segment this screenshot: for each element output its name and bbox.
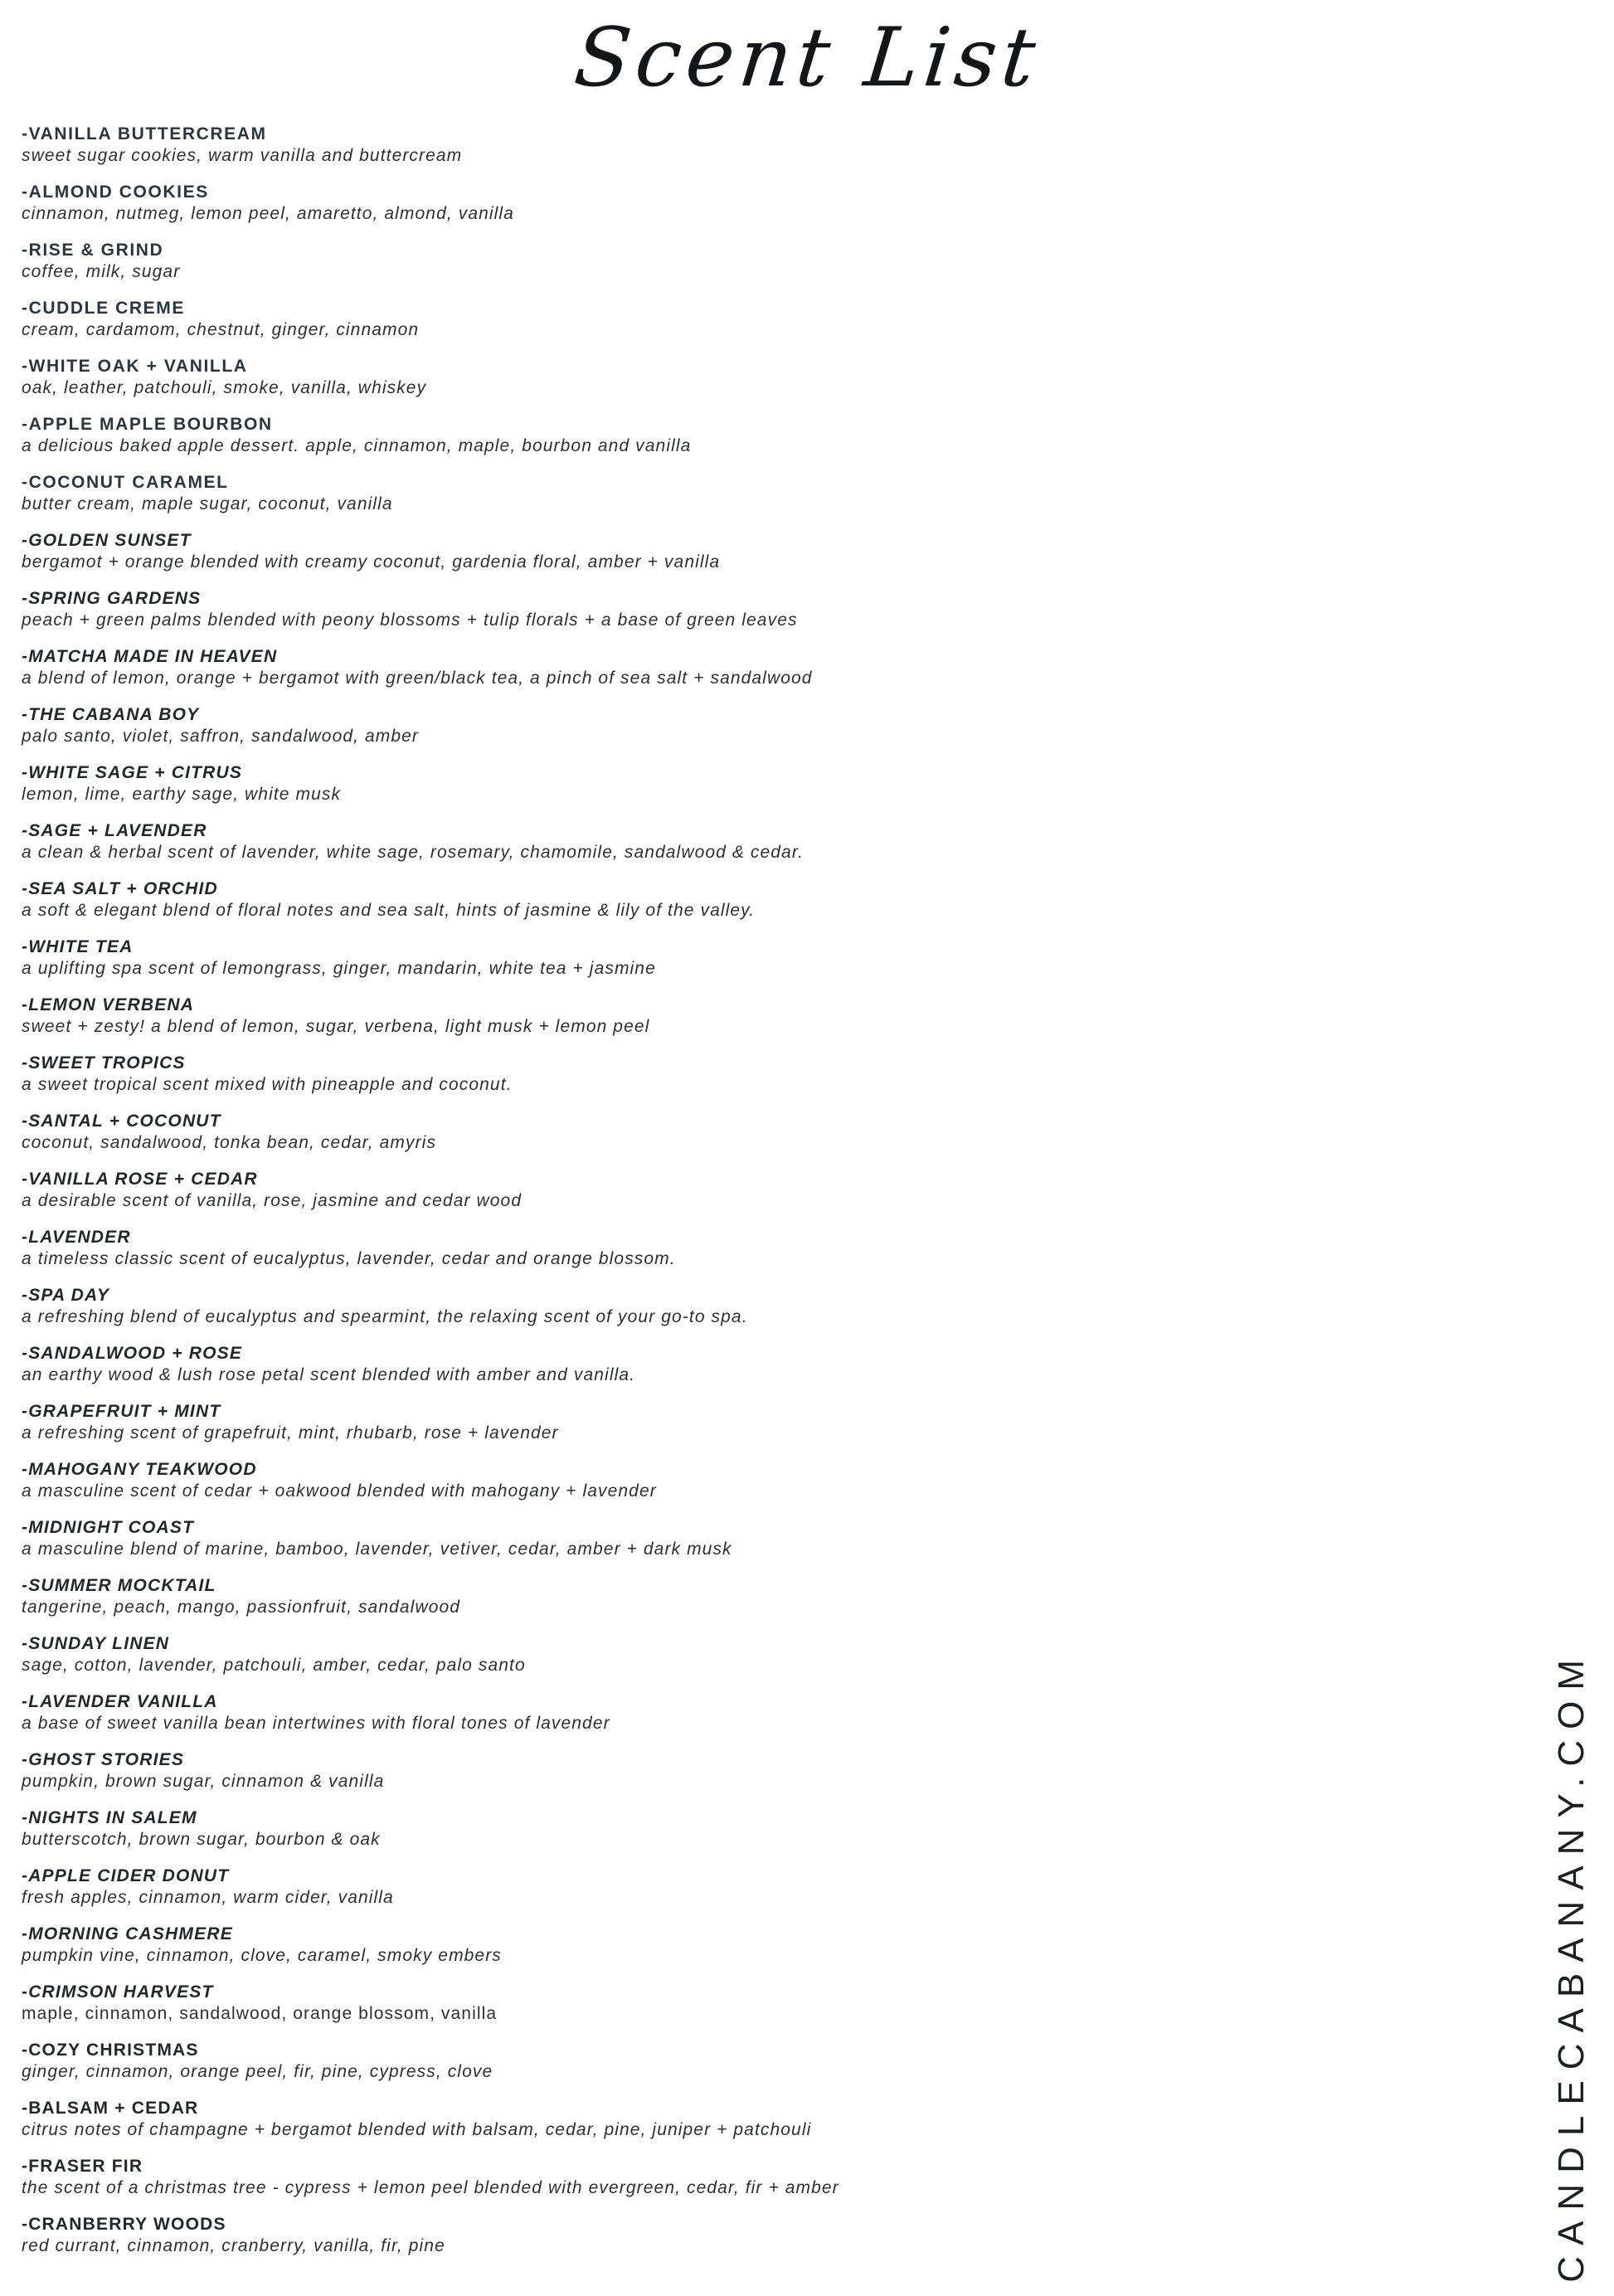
scent-notes: oak, leather, patchouli, smoke, vanilla, whiskey [22,378,427,397]
scent-name: -SANDALWOOD + ROSE [22,1344,243,1363]
scent-name: -SEA SALT + ORCHID [22,879,218,898]
scent-item [22,878,1514,922]
scent-item [22,936,1514,980]
scent-name: -APPLE CIDER DONUT [22,1866,230,1885]
scent-name: -WHITE TEA [22,937,134,956]
scent-notes: coconut, sandalwood, tonka bean, cedar, amyris [22,1133,437,1152]
scent-item [22,645,1514,689]
scent-notes: butterscotch, brown sugar, bourbon & oak [22,1830,381,1849]
scent-item [22,1400,1514,1444]
scent-name: -BALSAM + CEDAR [22,2099,199,2118]
scent-notes: a base of sweet vanilla bean intertwines with floral tones of lavender [22,1714,610,1733]
scent-notes: a soft & elegant blend of floral notes and sea salt, hints of jasmine & lily of the valley. [22,901,756,920]
scent-notes: sweet + zesty! a blend of lemon, sugar, verbena, light musk + lemon peel [22,1017,650,1036]
scent-notes: tangerine, peach, mango, passionfruit, sandalwood [22,1598,461,1617]
scent-item [22,994,1514,1038]
scent-item [22,1168,1514,1212]
scent-name: -SPRING GARDENS [22,589,202,608]
scent-notes: a sweet tropical scent mixed with pineapple and coconut. [22,1075,513,1094]
scent-item [22,587,1514,631]
scent-item [22,1923,1514,1967]
scent-name: -MORNING CASHMERE [22,1924,233,1943]
scent-name: -RISE & GRIND [22,241,164,260]
scent-notes: a uplifting spa scent of lemongrass, ginger, mandarin, white tea + jasmine [22,959,656,978]
scent-notes: red currant, cinnamon, cranberry, vanilla, fir, pine [22,2236,445,2255]
scent-notes: a masculine blend of marine, bamboo, lavender, vetiver, cedar, amber + dark musk [22,1540,732,1559]
scent-item [22,1749,1514,1793]
scent-name: -CRIMSON HARVEST [22,1982,214,2002]
scent-name: -NIGHTS IN SALEM [22,1808,197,1827]
scent-item [22,2155,1514,2199]
scent-name: -SANTAL + COCONUT [22,1112,221,1131]
scent-name: -CRANBERRY WOODS [22,2215,226,2234]
scent-notes: butter cream, maple sugar, coconut, vanilla [22,494,393,513]
scent-item [22,355,1514,399]
scent-item [22,1574,1514,1618]
scent-notes: a timeless classic scent of eucalyptus, lavender, cedar and orange blossom. [22,1249,676,1268]
scent-name: -VANILLA BUTTERCREAM [22,124,267,144]
page-title: Scent List [570,11,1045,105]
scent-notes: bergamot + orange blended with creamy coconut, gardenia floral, amber + vanilla [22,552,721,572]
scent-item [22,1632,1514,1676]
scent-name: -COCONUT CARAMEL [22,473,229,492]
scent-notes: a blend of lemon, orange + bergamot with green/black tea, a pinch of sea salt + sandalwood [22,669,813,688]
scent-notes: the scent of a christmas tree - cypress + lemon peel blended with evergreen, cedar, fir + amber [22,2178,839,2197]
scent-name: -MATCHA MADE IN HEAVEN [22,647,278,666]
scent-notes: a masculine scent of cedar + oakwood blended with mahogany + lavender [22,1481,657,1501]
scent-name: -LAVENDER [22,1228,131,1247]
scent-name: -WHITE OAK + VANILLA [22,357,248,376]
scent-item [22,181,1514,225]
scent-item [22,1516,1514,1560]
scent-notes: pumpkin vine, cinnamon, clove, caramel, smoky embers [22,1946,502,1965]
scent-name: -FRASER FIR [22,2157,143,2176]
scent-item [22,1284,1514,1328]
scent-notes: coffee, milk, sugar [22,262,181,281]
scent-name: -GOLDEN SUNSET [22,531,192,550]
scent-notes: a clean & herbal scent of lavender, white sage, rosemary, chamomile, sandalwood & cedar. [22,843,805,862]
scent-notes: sweet sugar cookies, warm vanilla and buttercream [22,146,463,165]
scent-item [22,1226,1514,1270]
scent-item [22,297,1514,341]
scent-name: -COZY CHRISTMAS [22,2041,199,2060]
scent-item [22,413,1514,457]
scent-notes: cream, cardamom, chestnut, ginger, cinnamon [22,320,420,339]
scent-notes: an earthy wood & lush rose petal scent blended with amber and vanilla. [22,1365,636,1384]
scent-notes: a desirable scent of vanilla, rose, jasmine and cedar wood [22,1191,523,1210]
scent-notes: a refreshing blend of eucalyptus and spearmint, the relaxing scent of your go-to spa. [22,1307,748,1326]
scent-notes: fresh apples, cinnamon, warm cider, vanilla [22,1888,394,1907]
scent-item [22,1865,1514,1909]
scent-item [22,2213,1514,2257]
scent-item [22,1807,1514,1851]
scent-name: -SAGE + LAVENDER [22,821,207,840]
scent-item [22,2039,1514,2083]
scent-item [22,1690,1514,1734]
scent-item [22,1458,1514,1502]
scent-item [22,820,1514,863]
scent-name: -CUDDLE CREME [22,299,185,318]
scent-name: -GRAPEFRUIT + MINT [22,1402,221,1421]
scent-name: -LEMON VERBENA [22,995,195,1014]
scent-item [22,123,1514,167]
scent-name: -SWEET TROPICS [22,1053,186,1073]
scent-item [22,2097,1514,2141]
scent-item [22,761,1514,805]
scent-item [22,1981,1514,2025]
scent-name: -GHOST STORIES [22,1750,185,1769]
scent-item [22,529,1514,573]
scent-notes: sage, cotton, lavender, patchouli, amber, cedar, palo santo [22,1656,526,1675]
scent-item [22,1110,1514,1154]
scent-item [22,1342,1514,1386]
scent-notes: a delicious baked apple dessert. apple, cinnamon, maple, bourbon and vanilla [22,436,692,455]
scent-list [0,123,1614,2257]
scent-notes: cinnamon, nutmeg, lemon peel, amaretto, almond, vanilla [22,204,514,223]
scent-notes: palo santo, violet, saffron, sandalwood, amber [22,727,420,746]
scent-name: -SUMMER MOCKTAIL [22,1576,216,1595]
scent-notes: maple, cinnamon, sandalwood, orange blossom, vanilla [22,2004,498,2023]
scent-name: -ALMOND COOKIES [22,182,209,202]
scent-notes: a refreshing scent of grapefruit, mint, rhubarb, rose + lavender [22,1423,559,1442]
scent-notes: peach + green palms blended with peony blossoms + tulip florals + a base of green leaves [22,610,798,630]
scent-name: -MAHOGANY TEAKWOOD [22,1460,257,1479]
scent-item [22,1052,1514,1096]
scent-name: -LAVENDER VANILLA [22,1692,218,1711]
scent-item [22,471,1514,515]
scent-notes: lemon, lime, earthy sage, white musk [22,785,342,804]
scent-name: -WHITE SAGE + CITRUS [22,763,243,782]
scent-item [22,703,1514,747]
scent-item [22,239,1514,283]
scent-name: -VANILLA ROSE + CEDAR [22,1170,258,1189]
scent-notes: ginger, cinnamon, orange peel, fir, pine, cypress, clove [22,2062,493,2081]
scent-notes: citrus notes of champagne + bergamot blended with balsam, cedar, pine, juniper + patchouli [22,2120,812,2139]
scent-name: -MIDNIGHT COAST [22,1518,195,1537]
scent-notes: pumpkin, brown sugar, cinnamon & vanilla [22,1772,385,1791]
scent-name: -SUNDAY LINEN [22,1634,170,1653]
scent-name: -SPA DAY [22,1286,110,1305]
scent-name: -APPLE MAPLE BOURBON [22,415,273,434]
scent-name: -THE CABANA BOY [22,705,200,724]
website-url: CANDLECABANANY.COM [1551,1649,1592,2283]
